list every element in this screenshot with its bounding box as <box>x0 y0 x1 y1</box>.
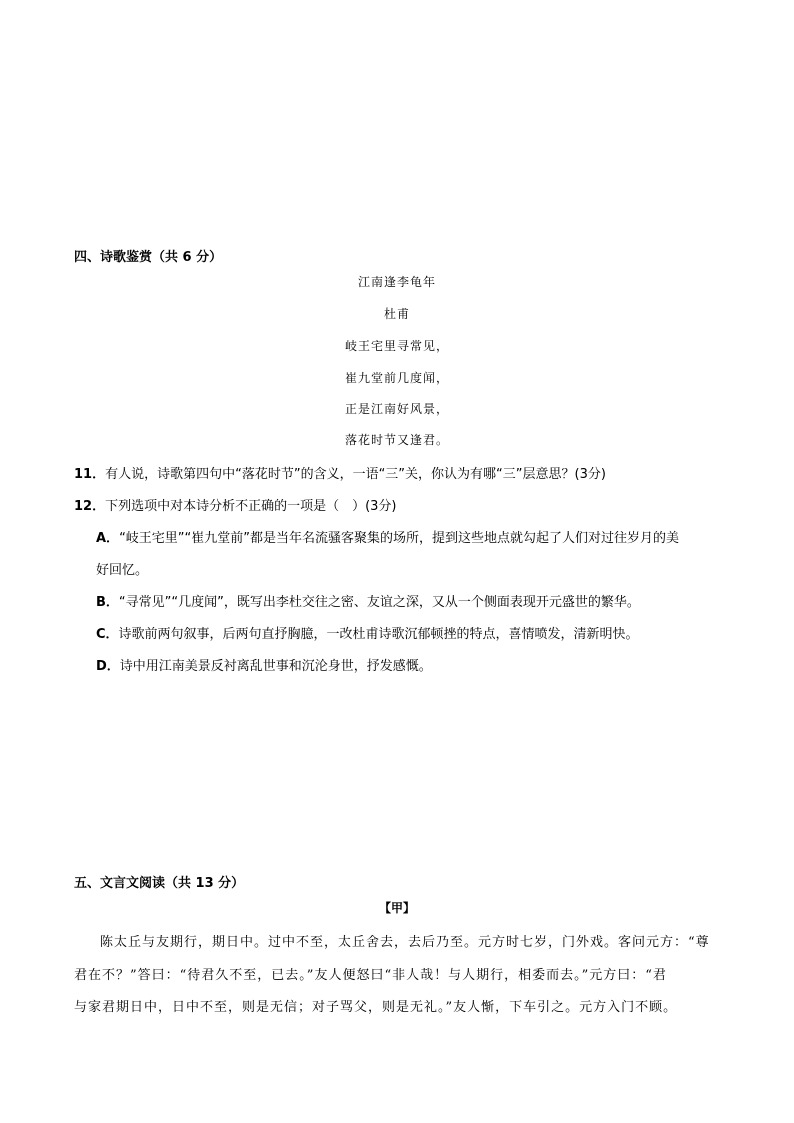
passage-line-1: 陈太丘与友期行，期日中。过中不至，太丘舍去，去后乃至。元方时七岁，门外戏。客问元方：“尊 <box>100 935 710 950</box>
section-heading-poetry: 四、诗歌鉴赏（共 6 分） <box>74 250 223 265</box>
option-d <box>96 655 432 674</box>
option-text: “岐王宅里”“崔九堂前”都是当年名流骚客聚集的场所，提到这些地点就勾起了人们对过往岁月的美 <box>119 531 680 546</box>
option-a-continued: 好回忆。 <box>96 563 149 578</box>
question-number: 11． <box>74 467 106 482</box>
passage-line-2: 君在不？”答曰：“待君久不至，已去。”友人便怒曰“非人哉！与人期行，相委而去。”元方曰：“君 <box>74 968 667 983</box>
option-text: “寻常见”“几度闻”，既写出李杜交往之密、友谊之深，又从一个侧面表现开元盛世的繁华。 <box>118 595 640 610</box>
option-text: 诗中用江南美景反衬离乱世事和沉沦身世，抒发感慨。 <box>119 659 432 674</box>
question-number: 12． <box>74 499 106 514</box>
passage-line-3: 与家君期日中，日中不至，则是无信；对子骂父，则是无礼。”友人惭，下车引之。元方入门不顾。 <box>74 1000 678 1015</box>
question-11 <box>74 463 606 482</box>
poem-line-4: 落花时节又逢君。 <box>344 433 449 447</box>
passage-label: 【甲】 <box>378 901 415 915</box>
option-c <box>96 623 639 642</box>
poem-line-1: 岐王宅里寻常见， <box>344 339 449 353</box>
question-12 <box>74 495 397 514</box>
poem-line-3: 正是江南好风景， <box>344 402 449 416</box>
option-a <box>96 527 679 546</box>
option-letter: A． <box>96 531 120 546</box>
question-text: 下列选项中对本诗分析不正确的一项是（ ）(3分) <box>105 499 397 514</box>
option-letter: B． <box>96 595 119 610</box>
poem-title: 江南逢李龟年 <box>357 275 436 289</box>
section-heading-classical: 五、文言文阅读（共 13 分） <box>74 876 245 891</box>
poem-line-2: 崔九堂前几度闻， <box>344 371 449 385</box>
question-text: 有人说，诗歌第四句中“落花时节”的含义，一语“三”关，你认为有哪“三”层意思？(3分) <box>105 467 606 482</box>
option-b <box>96 591 640 610</box>
poem-author: 杜甫 <box>383 307 410 321</box>
option-letter: C． <box>96 627 119 642</box>
option-letter: D． <box>96 659 120 674</box>
option-text: 诗歌前两句叙事，后两句直抒胸臆，一改杜甫诗歌沉郁顿挫的特点，喜情喷发，清新明快。 <box>118 627 639 642</box>
